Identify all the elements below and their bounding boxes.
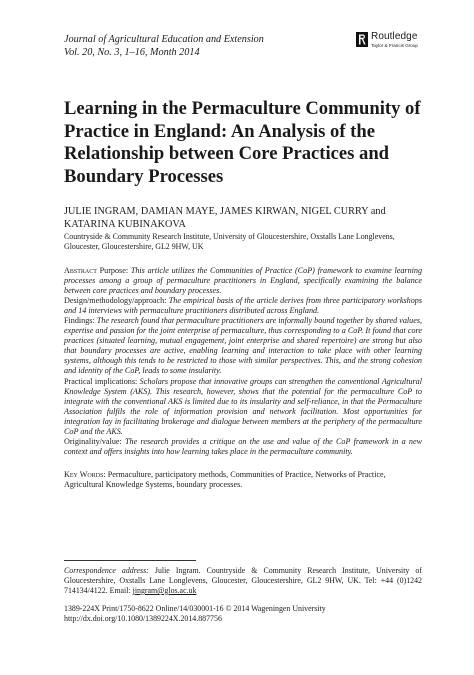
keywords-text: Permaculture, participatory methods, Communities of Practice, Networks of Practice, Agricultural Knowledge Systems, boundary processes. <box>64 470 386 490</box>
purpose-text: This article utilizes the Communities of Practice (CoP) framework to examine learning processes among a group of permaculture practitioners in England, specifically examining the balance between core practices and boundary processes. <box>64 266 423 296</box>
abstract-implications <box>64 377 422 437</box>
correspondence-label: Correspondence address: <box>64 566 149 575</box>
originality-text: The research provides a critique on the use and value of the CoP framework in a new context and offers insights into how learning takes place in the permaculture community. <box>64 436 423 456</box>
routledge-r-logo-icon <box>356 32 368 47</box>
keywords-label: Key Words: <box>64 470 106 479</box>
implications-label: Practical implications: <box>64 376 138 386</box>
design-text: The empirical basis of the article derives from three participatory workshops and 14 interviews with permaculture practitioners distributed across England. <box>64 296 423 316</box>
journal-name: Journal of Agricultural Education and Extension <box>64 34 264 45</box>
publisher-logo <box>356 31 428 55</box>
purpose-label: Purpose: <box>99 266 129 275</box>
findings-label: Findings: <box>64 316 95 326</box>
abstract <box>64 266 422 457</box>
affiliation-line: Gloucester, Gloucestershire, GL2 9HW, UK <box>64 242 204 251</box>
findings-text: The research found that permaculture practitioners are informally bound together by shared values, expertise and passion for the joint enterprise of permaculture, thus corresponding to a CoP. It found that core practices (situated learning, mutual engagement, joint enterprise and shared repertoire) are strong but also that boundary processes are active, enabling learning and interaction to take place with other learning systems, although this tends to be restricted to those with similar perspectives. This, and the strong cohesion and identity of the CoP, leads to some insularity. <box>64 316 423 376</box>
footnote-divider <box>64 560 196 561</box>
publisher-name: Routledge <box>371 31 418 42</box>
abstract-originality <box>64 437 422 457</box>
publisher-subtitle: Taylor & Francis Group <box>371 43 418 48</box>
correspondence-address <box>64 566 422 596</box>
implications-text: Scholars propose that innovative groups can strengthen the conventional Agricultural Knowledge System (AKS). This research, however, shows that the potential for the permaculture CoP to integrate with the conventional AKS is limited due to its insularity and self-reliance, in that the Permaculture Association fulfils the role of information provision and network facilitation. Most opportunities for integration lay in facilitating brokerage and dialogue between members at the periphery of the permaculture CoP and the AKS. <box>64 376 422 436</box>
abstract-design <box>64 296 422 316</box>
journal-volume: Vol. 20, No. 3, 1–16, Month 2014 <box>64 47 200 58</box>
abstract-purpose <box>64 266 422 296</box>
issn-line: 1389-224X Print/1750-8622 Online/14/030001-16 © 2014 Wageningen University <box>64 604 326 613</box>
correspondence-text: Julie Ingram. Countryside & Community Research Institute, University of Gloucestershire, Oxstalls Lane Longlevens, Gloucester, Gloucestershire, GL2 9HW, UK. Tel: +44 (0)1242 714134/4122. Email: <box>64 566 422 595</box>
email-link[interactable]: jingram@glos.ac.uk <box>132 586 197 595</box>
article-title: Learning in the Permaculture Community of Practice in England: An Analysis of the Relationship between Core Practices and Boundary Processes <box>64 98 421 187</box>
keywords <box>64 470 422 490</box>
doi-link[interactable]: http://dx.doi.org/10.1080/1389224X.2014.887756 <box>64 614 222 623</box>
originality-label: Originality/value: <box>64 436 122 446</box>
authors-line: JULIE INGRAM, DAMIAN MAYE, JAMES KIRWAN, NIGEL CURRY and <box>64 206 386 217</box>
affiliation <box>64 232 424 252</box>
author-list <box>64 206 424 231</box>
abstract-findings <box>64 316 422 376</box>
authors-line: KATARINA KUBINAKOVA <box>64 218 186 230</box>
article-identifiers <box>64 604 422 624</box>
journal-header <box>64 33 264 59</box>
abstract-label: Abstract <box>64 266 97 275</box>
design-label: Design/methodology/approach: <box>64 296 167 306</box>
affiliation-line: Countryside & Community Research Institute, University of Gloucestershire, Oxstalls Lane Longlevens, <box>64 232 395 241</box>
